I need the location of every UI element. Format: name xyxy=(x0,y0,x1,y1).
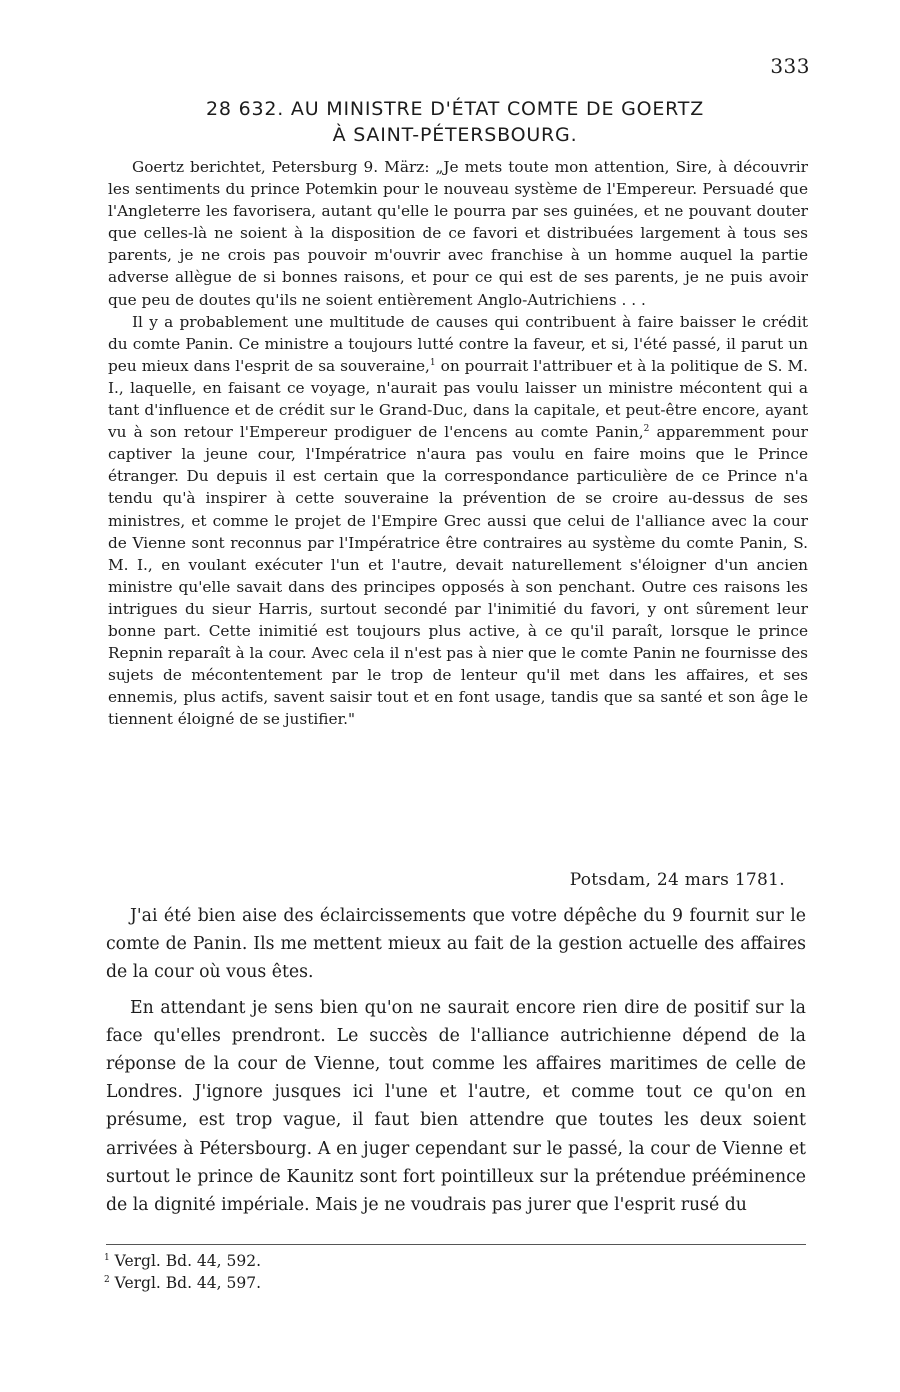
document-heading xyxy=(100,96,810,148)
footnote-divider xyxy=(106,1244,806,1245)
report-excerpt xyxy=(108,156,808,730)
report-paragraph-2-part-b: on pourrait l'attribuer et à la politique de S. M. I., laquelle, en faisant ce voyage, n'aurait pas voulu laisser un ministre mécontent qui a tant d'influence et de crédit sur le Grand-Duc, dans la capitale, et peut-être encore, ayant vu à son retour l'Empereur prodiguer de l'encens au comte Panin, xyxy=(108,356,808,442)
footnote-1 xyxy=(104,1250,261,1272)
footnote-2 xyxy=(104,1272,261,1294)
dateline: Potsdam, 24 mars 1781. xyxy=(569,870,785,890)
letter-paragraph-1: J'ai été bien aise des éclaircissements que votre dépêche du 9 fournit sur le comte de Panin. Ils me mettent mieux au fait de la gestion actuelle des affaires de la cour où vous êtes. xyxy=(106,906,806,983)
footnote-mark-1: 1 xyxy=(104,1252,110,1263)
report-paragraph-2-part-c: apparemment pour captiver la jeune cour, l'Impératrice n'aura pas voulu en faire moins que le Prince étranger. Du depuis il est certain que la correspondance particulière de ce Prince n'a tendu qu'à inspirer à cette souveraine la prévention de se croire au-dessus de ses ministres, et comme le projet de l'Empire Grec aussi que celui de l'alliance avec la cour de Vienne sont reconnus par l'Impératrice être contraires au système du comte Panin, S. M. I., en voulant exécuter l'un et l'autre, devait naturellement s'éloigner d'un ancien ministre qu'elle savait dans des principes opposés à son penchant. Outre ces raisons les intrigues du sieur Harris, surtout secondé par l'inimitié du favori, y ont sûrement leur bonne part. Cette inimitié est toujours plus active, à ce qu'il paraît, lorsque le prince Repnin reparaît à la cour. Avec cela il n'est pas à nier que le comte Panin ne fournisse des sujets de mécontentement par le trop de lenteur qu'il met dans les affaires, et ses ennemis, plus actifs, savent saisir tout et en font usage, tandis que sa santé et son âge le tiennent éloigné de se justifier." xyxy=(108,423,808,729)
footnote-text-1: Vergl. Bd. 44, 592. xyxy=(114,1252,262,1270)
footnotes xyxy=(104,1250,261,1294)
footnote-text-2: Vergl. Bd. 44, 597. xyxy=(114,1274,262,1292)
page-number: 333 xyxy=(770,54,810,78)
report-paragraph-2 xyxy=(108,311,808,731)
footnote-ref-2: 2 xyxy=(643,424,650,435)
footnote-ref-1: 1 xyxy=(429,357,436,368)
letter-body xyxy=(106,902,806,1219)
report-paragraph-2-part-a: Il y a probablement une multitude de causes qui contribuent à faire baisser le crédit du comte Panin. Ce ministre a toujours lutté contre la faveur, et si, l'été passé, il parut un peu mieux dans l'esprit de sa souveraine, xyxy=(108,312,808,375)
report-paragraph-1: Goertz berichtet, Petersburg 9. März: „Je mets toute mon attention, Sire, à découvrir les sentiments du prince Potemkin pour le nouveau système de l'Empereur. Persuadé que l'Angleterre les favorisera, autant qu'elle le pourra par ses guinées, et ne pouvant douter que celles-là ne soient à la disposition de ce favori et distribuées largement à tous ses parents, je ne crois pas pouvoir m'ouvrir avec franchise à un homme auquel la partie adverse allègue de si bonnes raisons, et pour ce qui est de ses parents, je ne puis avoir que peu de doutes qu'ils ne soient entièrement Anglo-Autrichiens . . . xyxy=(108,158,808,309)
heading-line-2: À SAINT-PÉTERSBOURG. xyxy=(332,124,578,146)
heading-line-1: 28 632. AU MINISTRE D'ÉTAT COMTE DE GOERTZ xyxy=(205,98,705,120)
footnote-mark-2: 2 xyxy=(104,1274,110,1285)
letter-paragraph-2: En attendant je sens bien qu'on ne saurait encore rien dire de positif sur la face qu'elles prendront. Le succès de l'alliance autrichienne dépend de la réponse de la cour de Vienne, tout comme les affaires maritimes de celle de Londres. J'ignore jusques ici l'une et l'autre, et comme tout ce qu'on en présume, est trop vague, il faut bien attendre que toutes les deux soient arrivées à Pétersbourg. A en juger cependant sur le passé, la cour de Vienne et surtout le prince de Kaunitz sont fort pointilleux sur la prétendue prééminence de la dignité impériale. Mais je ne voudrais pas jurer que l'esprit rusé du xyxy=(106,997,806,1216)
